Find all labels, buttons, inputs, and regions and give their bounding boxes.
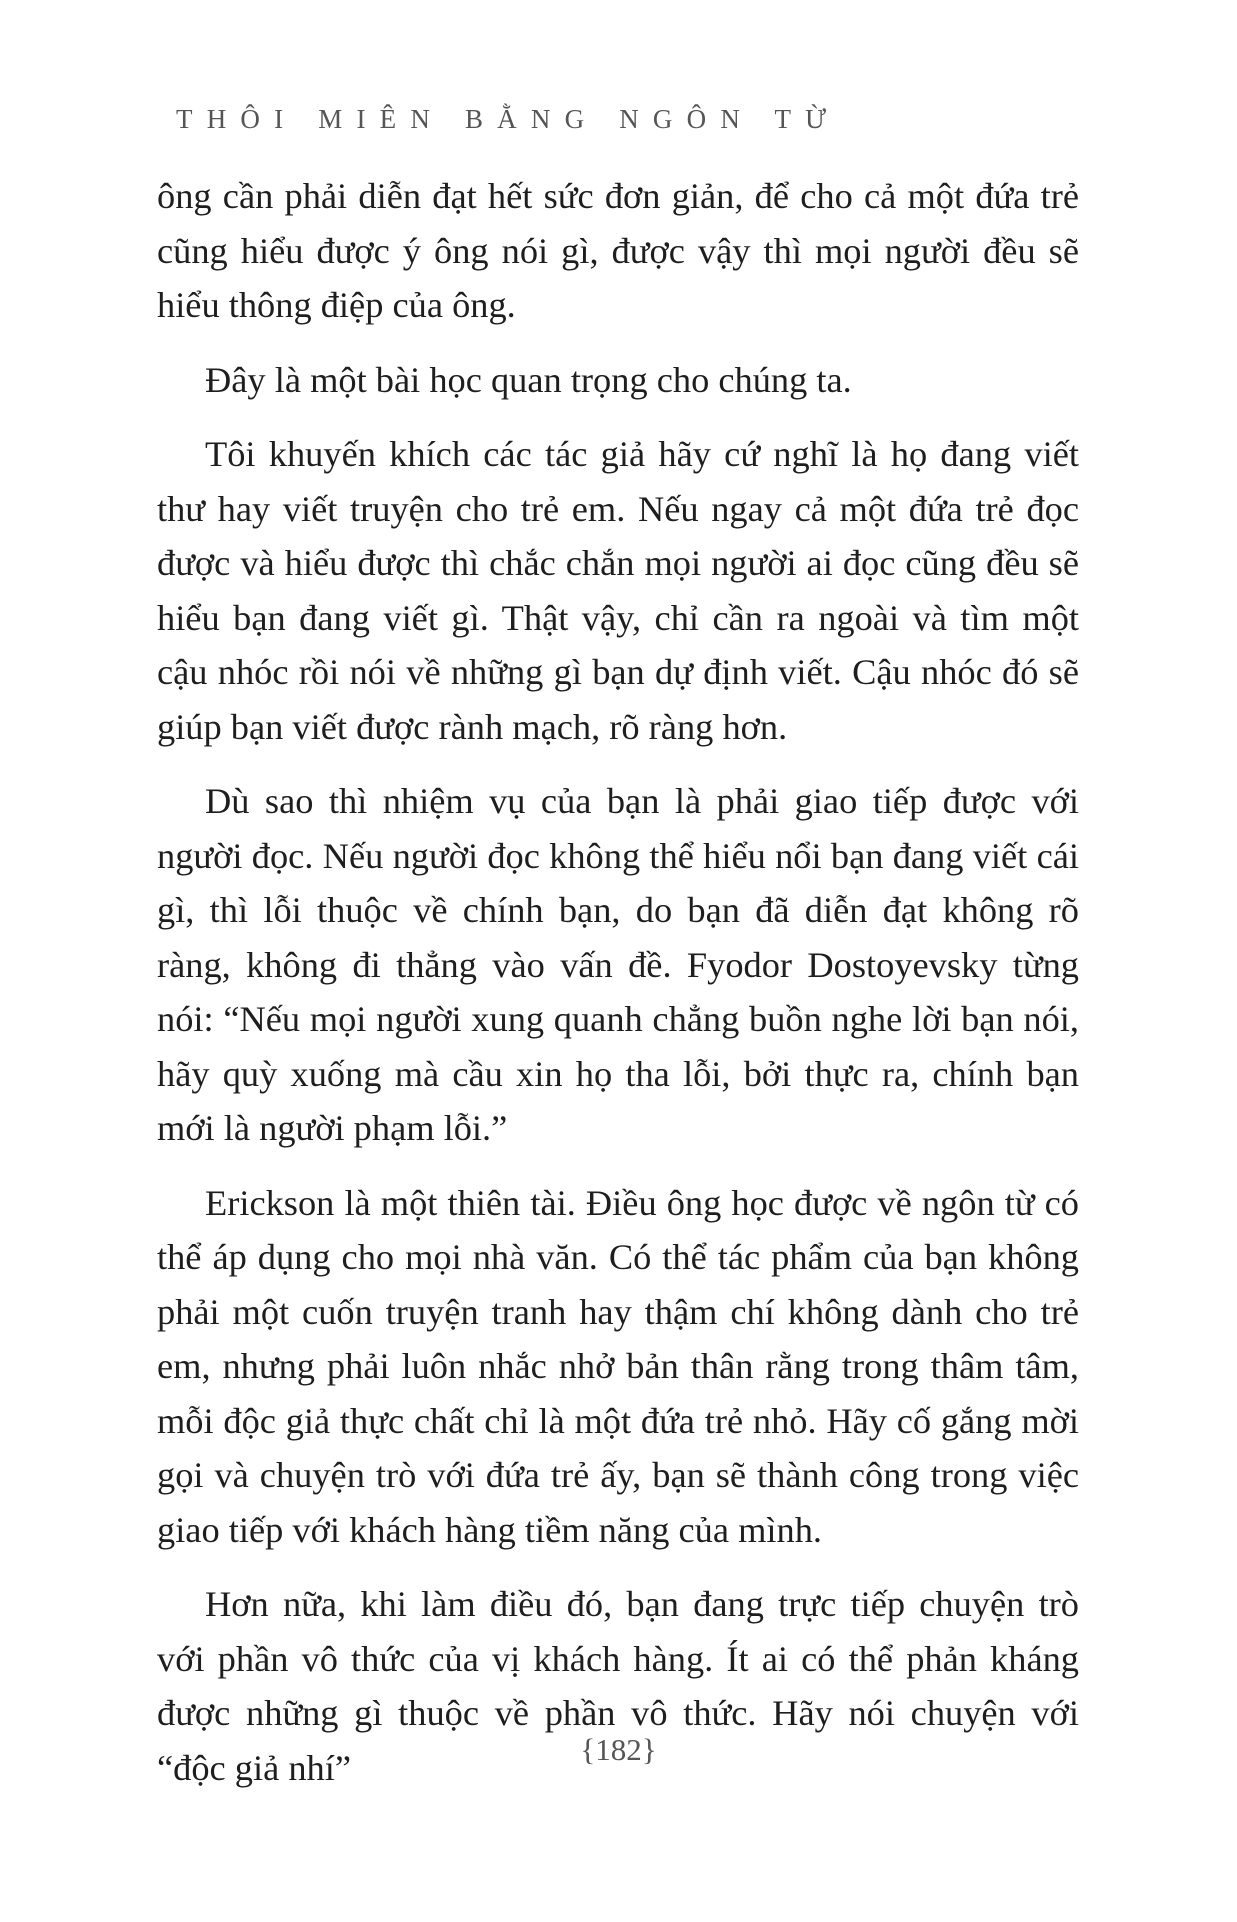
paragraph: Đây là một bài học quan trọng cho chúng ta. [205, 359, 852, 400]
body-text [157, 169, 1079, 1815]
running-header: THÔI MIÊN BẰNG NGÔN TỪ [176, 104, 841, 134]
paragraph: Hơn nữa, khi làm điều đó, bạn đang trực tiếp chuyện trò với phần vô thức của vị khách hàng. Ít ai có thể phản kháng được những gì thuộc về phần vô thức. Hãy nói chuyện với “độc giả nhí” [157, 1584, 1079, 1788]
paragraph: Erickson là một thiên tài. Điều ông học được về ngôn từ có thể áp dụng cho mọi nhà văn. Có thể tác phẩm của bạn không phải một cuốn truyện tranh hay thậm chí không dành cho trẻ em, nhưng phải luôn nhắc nhở bản thân rằng trong thâm tâm, mỗi độc giả thực chất chỉ là một đứa trẻ nhỏ. Hãy cố gắng mời gọi và chuyện trò với đứa trẻ ấy, bạn sẽ thành công trong việc giao tiếp với khách hàng tiềm năng của mình. [157, 1182, 1079, 1550]
page-number: {182} [580, 1732, 657, 1767]
paragraph: Tôi khuyến khích các tác giả hãy cứ nghĩ là họ đang viết thư hay viết truyện cho trẻ em. Nếu ngay cả một đứa trẻ đọc được và hiểu được thì chắc chắn mọi người ai đọc cũng đều sẽ hiểu bạn đang viết gì. Thật vậy, chỉ cần ra ngoài và tìm một cậu nhóc rồi nói về những gì bạn dự định viết. Cậu nhóc đó sẽ giúp bạn viết được rành mạch, rõ ràng hơn. [157, 434, 1079, 747]
paragraph-continuation: ông cần phải diễn đạt hết sức đơn giản, để cho cả một đứa trẻ cũng hiểu được ý ông nói gì, được vậy thì mọi người đều sẽ hiểu thông điệp của ông. [157, 176, 1079, 325]
paragraph: Dù sao thì nhiệm vụ của bạn là phải giao tiếp được với người đọc. Nếu người đọc không thể hiểu nổi bạn đang viết cái gì, thì lỗi thuộc về chính bạn, do bạn đã diễn đạt không rõ ràng, không đi thẳng vào vấn đề. Fyodor Dostoyevsky từng nói: “Nếu mọi người xung quanh chẳng buồn nghe lời bạn nói, hãy quỳ xuống mà cầu xin họ tha lỗi, bởi thực ra, chính bạn mới là người phạm lỗi.” [157, 781, 1079, 1148]
